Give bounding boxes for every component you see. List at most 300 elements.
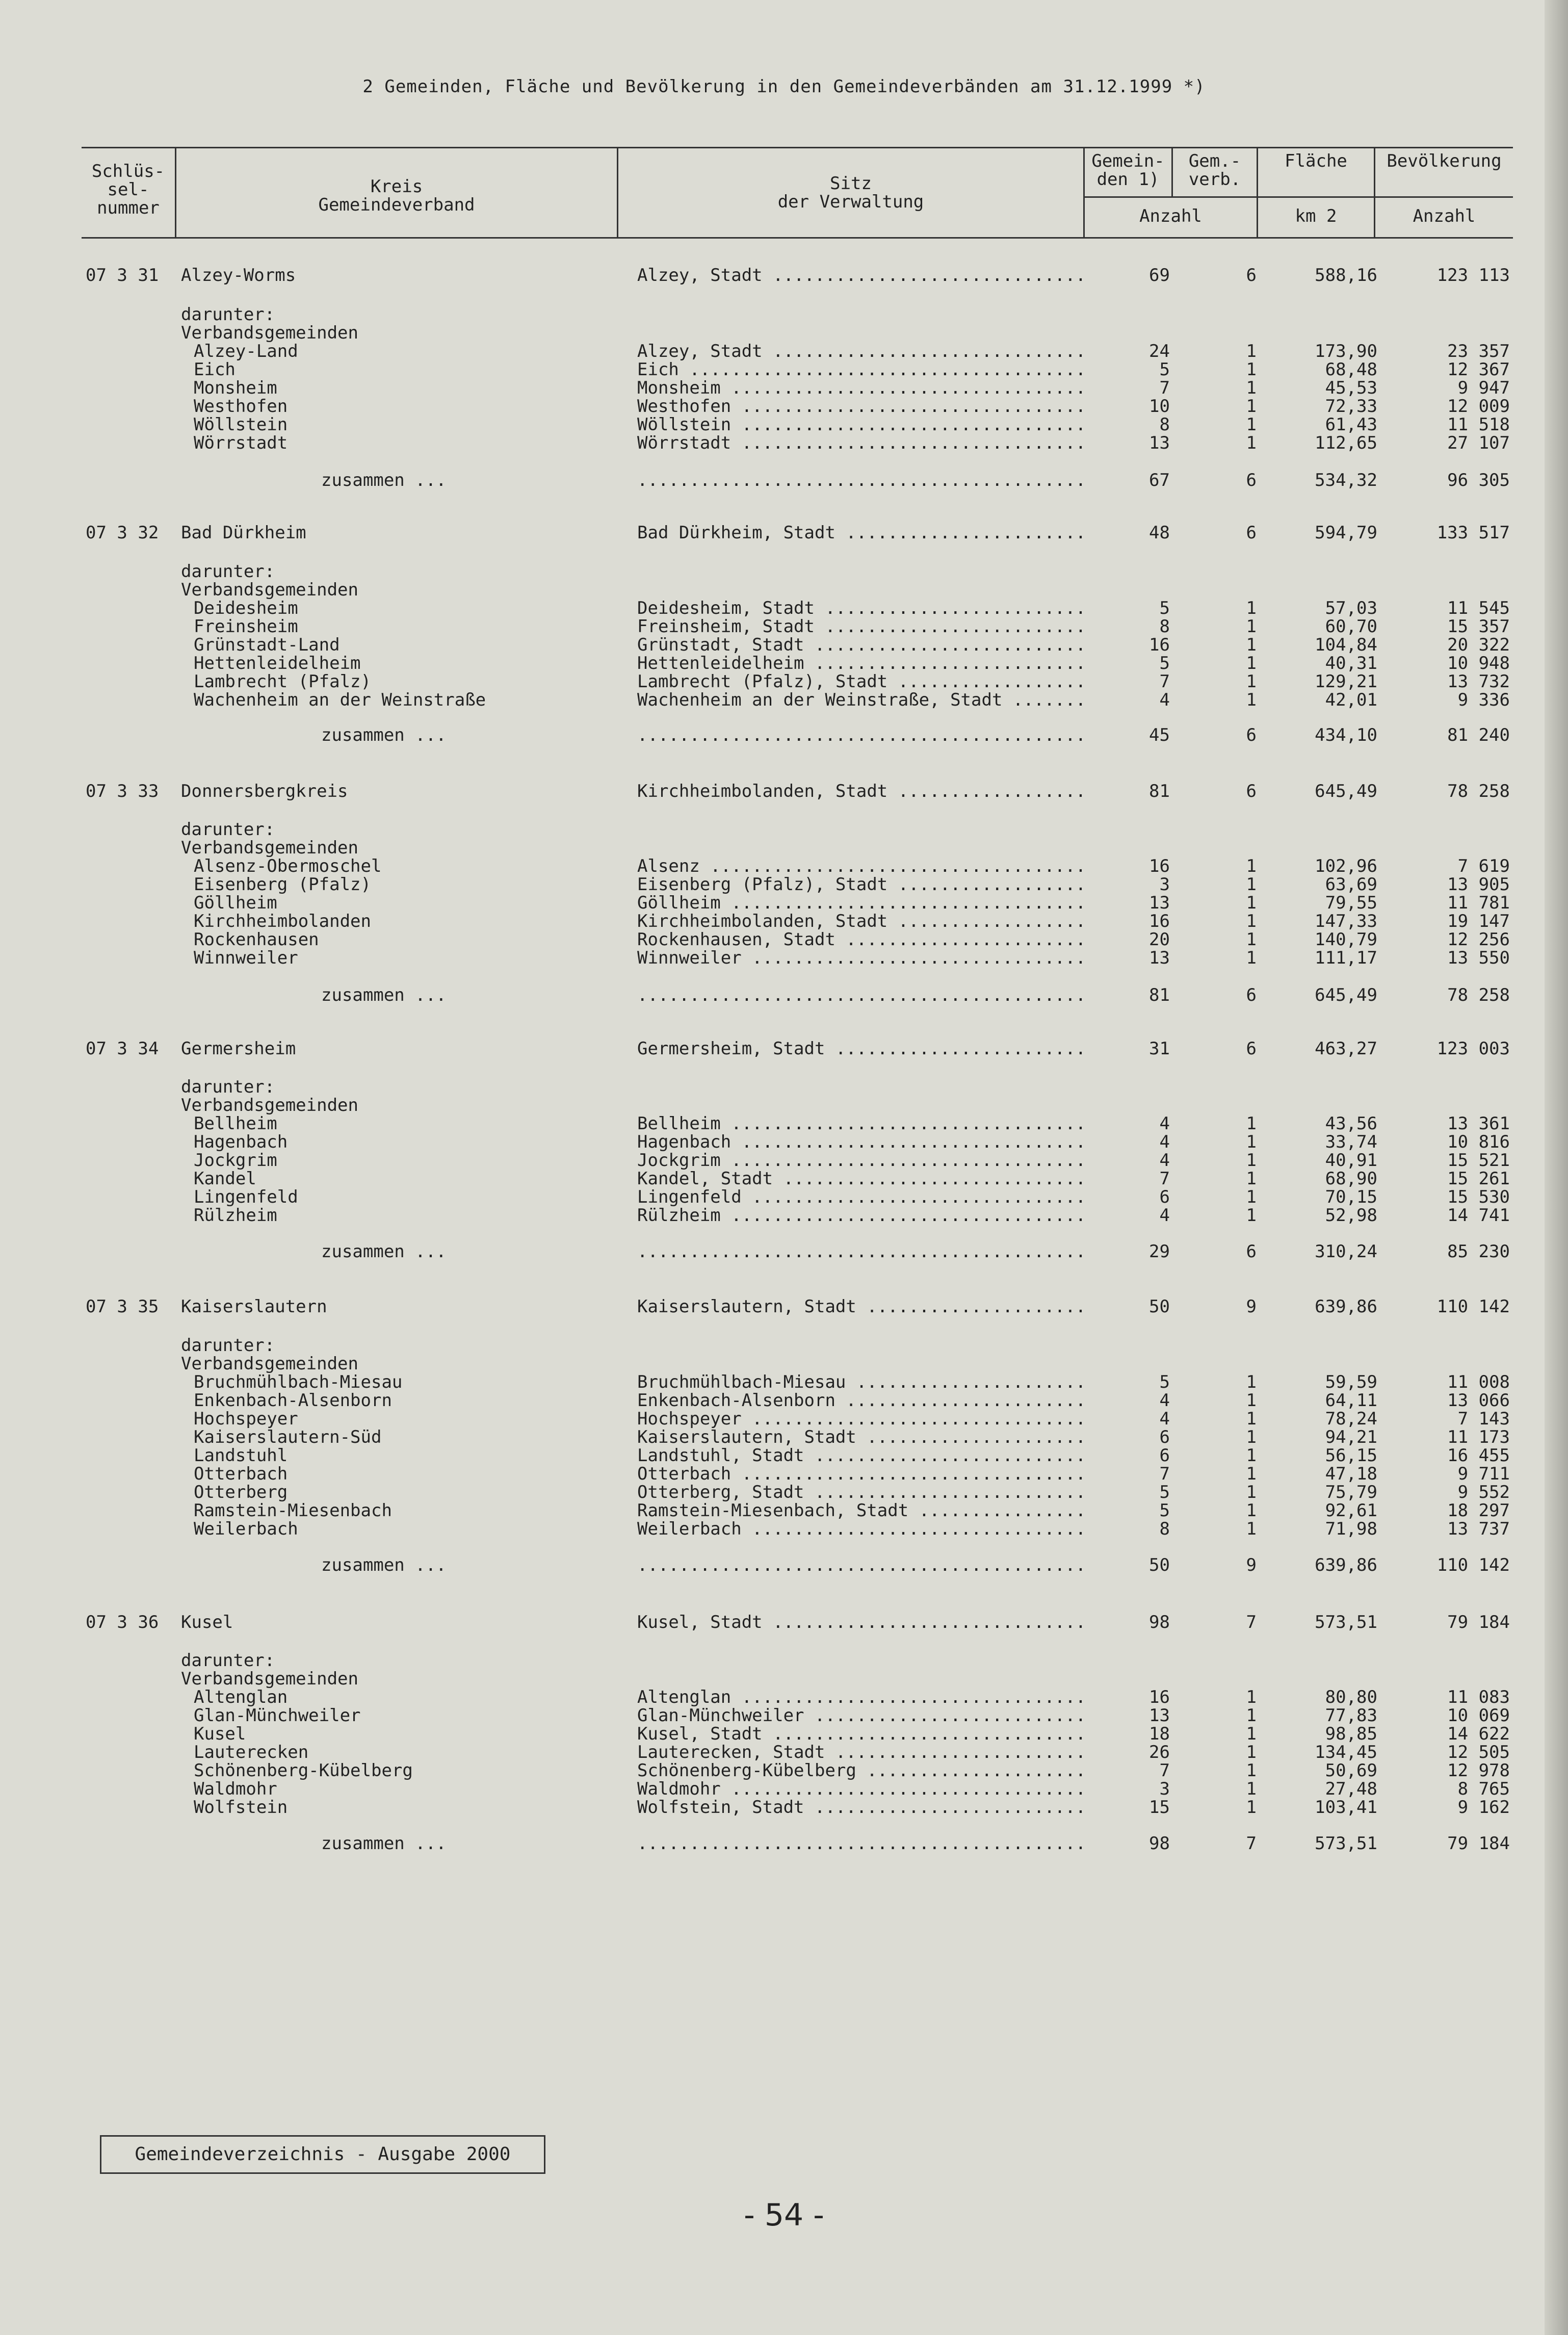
vg-sitz: Eisenberg (Pfalz), Stadt ..... — [637, 874, 1086, 895]
vg-name: Wöllstein — [194, 414, 288, 435]
vg-sitz: Monsheim ..... — [637, 378, 1086, 398]
darunter-text: darunter: — [181, 1077, 275, 1097]
vg-sitz: Landstuhl, Stadt ..... — [637, 1445, 1086, 1466]
vg-name: Winnweiler — [194, 948, 298, 968]
dot-leader — [637, 985, 1086, 1005]
vg-row — [0, 1760, 1568, 1781]
cell-bevoelkerung: 9 552 — [1457, 1482, 1510, 1502]
cell-gemverb: 1 — [1246, 1464, 1257, 1484]
cell-bevoelkerung: 11 518 — [1447, 414, 1510, 435]
cell-gemverb: 1 — [1246, 1372, 1257, 1392]
cell-gemverb: 1 — [1246, 1409, 1257, 1429]
cell-gemeinden: 20 — [1149, 929, 1170, 950]
cell-bevoelkerung: 11 083 — [1447, 1687, 1510, 1707]
cell-gemverb: 1 — [1246, 1187, 1257, 1207]
dot-leader — [637, 725, 1086, 745]
cell-gemeinden: 10 — [1149, 396, 1170, 417]
cell-gemeinden: 8 — [1159, 1519, 1170, 1539]
vg-row — [0, 1779, 1568, 1799]
kreis-key: 07 3 36 — [86, 1612, 159, 1632]
vg-row — [0, 1464, 1568, 1484]
vg-sitz: Otterbach ..... — [637, 1464, 1086, 1484]
vg-row — [0, 635, 1568, 655]
zusammen-label: zusammen ... — [321, 985, 447, 1005]
cell-bevoelkerung: 14 622 — [1447, 1724, 1510, 1744]
cell-gemverb: 1 — [1246, 1150, 1257, 1171]
cell-gemverb: 1 — [1246, 616, 1257, 637]
vg-row — [0, 598, 1568, 618]
dot-leader — [637, 470, 1086, 490]
cell-gemeinden: 5 — [1159, 359, 1170, 380]
vg-row — [0, 1187, 1568, 1207]
cell-gemeinden: 3 — [1159, 874, 1170, 895]
vg-sitz: Lambrecht (Pfalz), Stadt ..... — [637, 671, 1086, 692]
cell-gemeinden: 4 — [1159, 690, 1170, 710]
cell-gemeinden: 7 — [1159, 1760, 1170, 1781]
vg-sitz: Wörrstadt ..... — [637, 433, 1086, 453]
cell-bevoelkerung: 123 113 — [1436, 265, 1510, 286]
cell-gemverb: 1 — [1246, 378, 1257, 398]
cell-bevoelkerung: 8 765 — [1457, 1779, 1510, 1799]
cell-bevoelkerung: 78 258 — [1447, 985, 1510, 1005]
vg-sitz: Kirchheimbolanden, Stadt ..... — [637, 911, 1086, 931]
cell-gemeinden: 81 — [1149, 985, 1170, 1005]
cell-gemverb: 1 — [1246, 948, 1257, 968]
cell-flaeche: 64,11 — [1325, 1390, 1377, 1411]
cell-gemeinden: 5 — [1159, 1500, 1170, 1521]
dot-leader — [637, 1555, 1086, 1575]
darunter-label — [0, 1077, 1568, 1097]
cell-flaeche: 72,33 — [1325, 396, 1377, 417]
cell-bevoelkerung: 14 741 — [1447, 1205, 1510, 1226]
vg-row — [0, 929, 1568, 950]
cell-gemverb: 6 — [1246, 523, 1257, 543]
cell-gemverb: 1 — [1246, 1390, 1257, 1411]
cell-gemverb: 1 — [1246, 433, 1257, 453]
vg-row — [0, 616, 1568, 637]
vg-sitz: Alsenz ..... — [637, 856, 1086, 876]
vg-row — [0, 1500, 1568, 1521]
kreis-name: Bad Dürkheim — [181, 523, 306, 543]
cell-flaeche: 59,59 — [1325, 1372, 1377, 1392]
kreis-name: Donnersbergkreis — [181, 781, 348, 801]
vg-sitz: Freinsheim, Stadt ..... — [637, 616, 1086, 637]
cell-flaeche: 129,21 — [1315, 671, 1377, 692]
cell-gemverb: 1 — [1246, 1132, 1257, 1152]
cell-flaeche: 43,56 — [1325, 1113, 1377, 1134]
cell-gemeinden: 69 — [1149, 265, 1170, 286]
vg-name: Enkenbach-Alsenborn — [194, 1390, 392, 1411]
cell-bevoelkerung: 16 455 — [1447, 1445, 1510, 1466]
cell-gemeinden: 50 — [1149, 1555, 1170, 1575]
cell-gemeinden: 98 — [1149, 1833, 1170, 1854]
cell-gemeinden: 6 — [1159, 1445, 1170, 1466]
zusammen-label: zusammen ... — [321, 725, 447, 745]
cell-gemverb: 1 — [1246, 341, 1257, 361]
header-unit-km2: km 2 — [1295, 206, 1337, 226]
vg-sitz: Wolfstein, Stadt ..... — [637, 1797, 1086, 1818]
header-gemverb: Gem.- verb. — [1188, 151, 1241, 190]
cell-gemeinden: 5 — [1159, 1482, 1170, 1502]
cell-bevoelkerung: 11 008 — [1447, 1372, 1510, 1392]
cell-gemverb: 6 — [1246, 1039, 1257, 1059]
cell-bevoelkerung: 15 261 — [1447, 1169, 1510, 1189]
vg-name: Göllheim — [194, 893, 277, 913]
vg-sitz: Wöllstein ..... — [637, 414, 1086, 435]
vg-name: Freinsheim — [194, 616, 298, 637]
cell-flaeche: 639,86 — [1315, 1555, 1377, 1575]
darunter-label — [0, 819, 1568, 840]
vg-name: Landstuhl — [194, 1445, 288, 1466]
cell-bevoelkerung: 9 162 — [1457, 1797, 1510, 1818]
cell-gemverb: 9 — [1246, 1296, 1257, 1317]
cell-gemeinden: 29 — [1149, 1241, 1170, 1262]
dot-leader — [637, 1241, 1086, 1262]
cell-gemeinden: 31 — [1149, 1039, 1170, 1059]
cell-flaeche: 27,48 — [1325, 1779, 1377, 1799]
vg-label — [0, 580, 1568, 600]
kreis-row — [0, 781, 1568, 801]
vg-name: Westhofen — [194, 396, 288, 417]
cell-bevoelkerung: 13 361 — [1447, 1113, 1510, 1134]
cell-gemeinden: 5 — [1159, 598, 1170, 618]
vg-row — [0, 911, 1568, 931]
cell-bevoelkerung: 15 521 — [1447, 1150, 1510, 1171]
kreis-name: Germersheim — [181, 1039, 296, 1059]
vg-name: Wörrstadt — [194, 433, 288, 453]
header-key: Schlüs- sel- nummer — [91, 161, 165, 218]
vg-sitz: Kusel, Stadt ..... — [637, 1724, 1086, 1744]
cell-gemeinden: 3 — [1159, 1779, 1170, 1799]
vg-name: Lingenfeld — [194, 1187, 298, 1207]
darunter-label — [0, 1650, 1568, 1671]
vg-sitz: Wachenheim an der Weinstraße, Stadt ..... — [637, 690, 1086, 710]
cell-flaeche: 70,15 — [1325, 1187, 1377, 1207]
cell-bevoelkerung: 15 530 — [1447, 1187, 1510, 1207]
cell-gemeinden: 7 — [1159, 1464, 1170, 1484]
cell-gemeinden: 8 — [1159, 616, 1170, 637]
cell-gemverb: 6 — [1246, 265, 1257, 286]
cell-gemeinden: 16 — [1149, 856, 1170, 876]
vg-label — [0, 323, 1568, 343]
header-gemeinden: Gemein- den 1) — [1091, 151, 1165, 190]
cell-flaeche: 40,31 — [1325, 653, 1377, 673]
cell-flaeche: 79,55 — [1325, 893, 1377, 913]
cell-bevoelkerung: 81 240 — [1447, 725, 1510, 745]
vg-row — [0, 378, 1568, 398]
kreis-key: 07 3 34 — [86, 1039, 159, 1059]
vg-sitz: Eich ..... — [637, 359, 1086, 380]
cell-gemverb: 1 — [1246, 1445, 1257, 1466]
verbandsgemeinden-text: Verbandsgemeinden — [181, 580, 358, 600]
cell-gemverb: 1 — [1246, 856, 1257, 876]
vg-sitz: Schönenberg-Kübelberg ..... — [637, 1760, 1086, 1781]
total-row — [0, 1833, 1568, 1854]
cell-gemverb: 6 — [1246, 470, 1257, 490]
vg-name: Alsenz-Obermoschel — [194, 856, 382, 876]
kreis-row — [0, 1039, 1568, 1059]
cell-bevoelkerung: 96 305 — [1447, 470, 1510, 490]
cell-gemverb: 1 — [1246, 1113, 1257, 1134]
cell-flaeche: 92,61 — [1325, 1500, 1377, 1521]
cell-bevoelkerung: 10 069 — [1447, 1705, 1510, 1726]
vg-row — [0, 1797, 1568, 1818]
vg-name: Bellheim — [194, 1113, 277, 1134]
dot-leader — [637, 1833, 1086, 1854]
cell-flaeche: 52,98 — [1325, 1205, 1377, 1226]
kreis-row — [0, 523, 1568, 543]
cell-flaeche: 94,21 — [1325, 1427, 1377, 1447]
cell-gemeinden: 6 — [1159, 1427, 1170, 1447]
kreis-row — [0, 1612, 1568, 1632]
vg-name: Monsheim — [194, 378, 277, 398]
page-number: - 54 - — [744, 2197, 824, 2233]
cell-gemverb: 9 — [1246, 1555, 1257, 1575]
cell-gemeinden: 13 — [1149, 948, 1170, 968]
vg-name: Deidesheim — [194, 598, 298, 618]
vg-sitz: Waldmohr ..... — [637, 1779, 1086, 1799]
cell-flaeche: 56,15 — [1325, 1445, 1377, 1466]
darunter-text: darunter: — [181, 304, 275, 325]
cell-gemeinden: 5 — [1159, 653, 1170, 673]
vg-row — [0, 874, 1568, 895]
cell-gemverb: 1 — [1246, 1205, 1257, 1226]
vg-sitz: Kandel, Stadt ..... — [637, 1169, 1086, 1189]
header-flaeche: Fläche — [1285, 151, 1347, 171]
vg-name: Waldmohr — [194, 1779, 277, 1799]
zusammen-label: zusammen ... — [321, 1241, 447, 1262]
vg-row — [0, 671, 1568, 692]
vg-sitz: Jockgrim ..... — [637, 1150, 1086, 1171]
cell-flaeche: 639,86 — [1315, 1296, 1377, 1317]
kreis-name: Kaiserslautern — [181, 1296, 327, 1317]
vg-sitz: Alzey, Stadt ..... — [637, 341, 1086, 361]
cell-gemeinden: 48 — [1149, 523, 1170, 543]
total-row — [0, 1555, 1568, 1575]
cell-bevoelkerung: 10 948 — [1447, 653, 1510, 673]
cell-flaeche: 463,27 — [1315, 1039, 1377, 1059]
cell-flaeche: 147,33 — [1315, 911, 1377, 931]
vg-row — [0, 1742, 1568, 1762]
vg-row — [0, 396, 1568, 417]
verbandsgemeinden-text: Verbandsgemeinden — [181, 1669, 358, 1689]
cell-gemverb: 1 — [1246, 653, 1257, 673]
vg-sitz: Hettenleidelheim ..... — [637, 653, 1086, 673]
vg-name: Kaiserslautern-Süd — [194, 1427, 382, 1447]
cell-gemeinden: 16 — [1149, 911, 1170, 931]
cell-bevoelkerung: 23 357 — [1447, 341, 1510, 361]
cell-bevoelkerung: 15 357 — [1447, 616, 1510, 637]
vg-name: Alzey-Land — [194, 341, 298, 361]
cell-flaeche: 40,91 — [1325, 1150, 1377, 1171]
vg-row — [0, 359, 1568, 380]
vg-sitz: Winnweiler ..... — [637, 948, 1086, 968]
kreis-sitz: Kirchheimbolanden, Stadt ..... — [637, 781, 1086, 801]
cell-flaeche: 63,69 — [1325, 874, 1377, 895]
cell-flaeche: 573,51 — [1315, 1833, 1377, 1854]
vg-sitz: Lauterecken, Stadt ..... — [637, 1742, 1086, 1762]
cell-gemverb: 1 — [1246, 414, 1257, 435]
kreis-sitz: Germersheim, Stadt ..... — [637, 1039, 1086, 1059]
kreis-key: 07 3 33 — [86, 781, 159, 801]
cell-gemverb: 1 — [1246, 359, 1257, 380]
cell-gemverb: 6 — [1246, 781, 1257, 801]
cell-gemverb: 1 — [1246, 1705, 1257, 1726]
cell-bevoelkerung: 78 258 — [1447, 781, 1510, 801]
verbandsgemeinden-text: Verbandsgemeinden — [181, 1095, 358, 1115]
cell-gemverb: 1 — [1246, 1742, 1257, 1762]
vg-name: Eich — [194, 359, 236, 380]
darunter-label — [0, 1335, 1568, 1356]
vg-sitz: Otterberg, Stadt ..... — [637, 1482, 1086, 1502]
cell-gemverb: 1 — [1246, 1519, 1257, 1539]
cell-flaeche: 42,01 — [1325, 690, 1377, 710]
cell-gemverb: 1 — [1246, 1427, 1257, 1447]
vg-row — [0, 414, 1568, 435]
vg-row — [0, 948, 1568, 968]
cell-gemverb: 1 — [1246, 1500, 1257, 1521]
cell-gemverb: 1 — [1246, 1797, 1257, 1818]
cell-flaeche: 57,03 — [1325, 598, 1377, 618]
vg-row — [0, 433, 1568, 453]
vg-row — [0, 653, 1568, 673]
darunter-label — [0, 304, 1568, 325]
cell-gemverb: 1 — [1246, 396, 1257, 417]
cell-bevoelkerung: 110 142 — [1436, 1555, 1510, 1575]
cell-flaeche: 104,84 — [1315, 635, 1377, 655]
cell-bevoelkerung: 9 336 — [1457, 690, 1510, 710]
cell-bevoelkerung: 27 107 — [1447, 433, 1510, 453]
vg-row — [0, 1705, 1568, 1726]
vg-row — [0, 1113, 1568, 1134]
header-bottom-rule — [82, 237, 1513, 239]
vg-name: Ramstein-Miesenbach — [194, 1500, 392, 1521]
cell-flaeche: 75,79 — [1325, 1482, 1377, 1502]
vg-sitz: Glan-Münchweiler ..... — [637, 1705, 1086, 1726]
vg-sitz: Weilerbach ..... — [637, 1519, 1086, 1539]
header-unit-rule — [1083, 196, 1513, 198]
vg-name: Kandel — [194, 1169, 256, 1189]
header-unit-anzahl2: Anzahl — [1413, 206, 1476, 226]
kreis-sitz: Bad Dürkheim, Stadt ..... — [637, 523, 1086, 543]
cell-bevoelkerung: 123 003 — [1436, 1039, 1510, 1059]
vg-row — [0, 893, 1568, 913]
vg-label — [0, 1669, 1568, 1689]
vg-name: Kirchheimbolanden — [194, 911, 371, 931]
cell-gemeinden: 15 — [1149, 1797, 1170, 1818]
cell-bevoelkerung: 10 816 — [1447, 1132, 1510, 1152]
cell-flaeche: 111,17 — [1315, 948, 1377, 968]
vg-name: Hettenleidelheim — [194, 653, 361, 673]
cell-gemverb: 7 — [1246, 1833, 1257, 1854]
cell-bevoelkerung: 79 184 — [1447, 1833, 1510, 1854]
cell-gemeinden: 5 — [1159, 1372, 1170, 1392]
cell-bevoelkerung: 19 147 — [1447, 911, 1510, 931]
cell-flaeche: 71,98 — [1325, 1519, 1377, 1539]
header-top-rule — [82, 147, 1513, 148]
header-kreis: Kreis Gemeindeverband — [318, 176, 475, 215]
cell-gemeinden: 13 — [1149, 433, 1170, 453]
vg-row — [0, 690, 1568, 710]
total-row — [0, 985, 1568, 1005]
vg-sitz: Lingenfeld ..... — [637, 1187, 1086, 1207]
vg-row — [0, 1445, 1568, 1466]
vg-sitz: Kaiserslautern, Stadt ..... — [637, 1427, 1086, 1447]
cell-gemverb: 1 — [1246, 1779, 1257, 1799]
cell-gemeinden: 50 — [1149, 1296, 1170, 1317]
vg-sitz: Altenglan ..... — [637, 1687, 1086, 1707]
cell-bevoelkerung: 12 009 — [1447, 396, 1510, 417]
cell-flaeche: 68,90 — [1325, 1169, 1377, 1189]
cell-flaeche: 434,10 — [1315, 725, 1377, 745]
cell-bevoelkerung: 12 256 — [1447, 929, 1510, 950]
vg-name: Eisenberg (Pfalz) — [194, 874, 371, 895]
cell-gemeinden: 67 — [1149, 470, 1170, 490]
zusammen-label: zusammen ... — [321, 1555, 447, 1575]
cell-flaeche: 68,48 — [1325, 359, 1377, 380]
cell-gemeinden: 8 — [1159, 414, 1170, 435]
cell-flaeche: 112,65 — [1315, 433, 1377, 453]
cell-gemverb: 1 — [1246, 1687, 1257, 1707]
kreis-key: 07 3 32 — [86, 523, 159, 543]
kreis-key: 07 3 35 — [86, 1296, 159, 1317]
cell-gemeinden: 13 — [1149, 1705, 1170, 1726]
vg-name: Otterbach — [194, 1464, 288, 1484]
vg-name: Weilerbach — [194, 1519, 298, 1539]
cell-gemeinden: 81 — [1149, 781, 1170, 801]
vg-row — [0, 1427, 1568, 1447]
cell-gemeinden: 4 — [1159, 1113, 1170, 1134]
cell-flaeche: 134,45 — [1315, 1742, 1377, 1762]
total-row — [0, 725, 1568, 745]
kreis-row — [0, 1296, 1568, 1317]
vg-name: Lambrecht (Pfalz) — [194, 671, 371, 692]
cell-bevoelkerung: 133 517 — [1436, 523, 1510, 543]
darunter-text: darunter: — [181, 1650, 275, 1671]
cell-flaeche: 98,85 — [1325, 1724, 1377, 1744]
cell-flaeche: 645,49 — [1315, 781, 1377, 801]
header-bevoelkerung: Bevölkerung — [1387, 151, 1502, 171]
zusammen-label: zusammen ... — [321, 1833, 447, 1854]
cell-flaeche: 33,74 — [1325, 1132, 1377, 1152]
vg-sitz: Hochspeyer ..... — [637, 1409, 1086, 1429]
cell-gemeinden: 4 — [1159, 1132, 1170, 1152]
cell-bevoelkerung: 79 184 — [1447, 1612, 1510, 1632]
cell-gemeinden: 7 — [1159, 671, 1170, 692]
cell-bevoelkerung: 12 978 — [1447, 1760, 1510, 1781]
cell-bevoelkerung: 11 545 — [1447, 598, 1510, 618]
cell-gemeinden: 4 — [1159, 1390, 1170, 1411]
cell-gemverb: 1 — [1246, 929, 1257, 950]
cell-gemeinden: 4 — [1159, 1205, 1170, 1226]
vg-row — [0, 1390, 1568, 1411]
verbandsgemeinden-text: Verbandsgemeinden — [181, 838, 358, 858]
vg-label — [0, 838, 1568, 858]
vg-row — [0, 1372, 1568, 1392]
vg-name: Schönenberg-Kübelberg — [194, 1760, 413, 1781]
cell-gemverb: 1 — [1246, 874, 1257, 895]
cell-flaeche: 534,32 — [1315, 470, 1377, 490]
vg-name: Wachenheim an der Weinstraße — [194, 690, 486, 710]
cell-bevoelkerung: 110 142 — [1436, 1296, 1510, 1317]
cell-flaeche: 50,69 — [1325, 1760, 1377, 1781]
kreis-name: Kusel — [181, 1612, 233, 1632]
cell-gemverb: 1 — [1246, 635, 1257, 655]
vg-row — [0, 1132, 1568, 1152]
vg-row — [0, 1205, 1568, 1226]
darunter-text: darunter: — [181, 561, 275, 582]
cell-bevoelkerung: 7 143 — [1457, 1409, 1510, 1429]
